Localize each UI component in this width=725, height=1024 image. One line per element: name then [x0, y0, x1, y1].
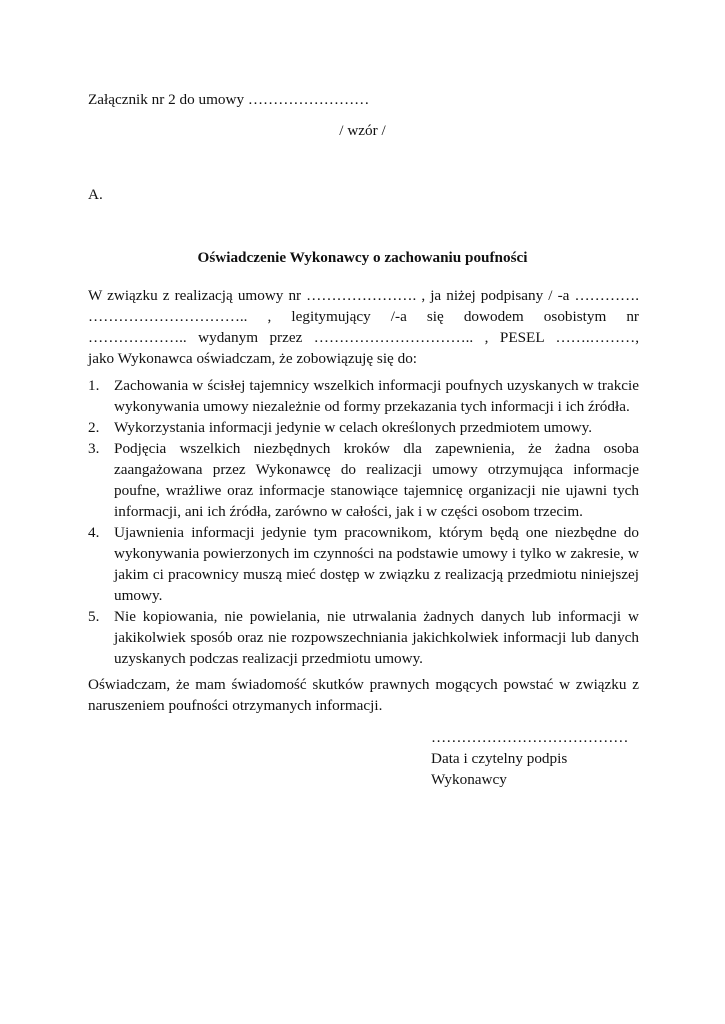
obligation-item [88, 606, 639, 669]
annex-reference: Załącznik nr 2 do umowy …………………… [88, 91, 370, 108]
signature-block [431, 727, 628, 790]
obligation-number: 5. [88, 608, 100, 625]
obligation-item [88, 438, 639, 522]
intro-paragraph [88, 285, 639, 369]
obligation-item [88, 522, 639, 606]
obligation-number: 1. [88, 377, 100, 394]
template-label-text: / wzór / [339, 122, 386, 139]
signature-role: Wykonawcy [431, 771, 507, 788]
intro-line-3: ……………….. wydanym przez ………………………….. , PESEL …….………, [88, 329, 639, 346]
template-label [0, 120, 725, 141]
signature-label: Data i czytelny podpis [431, 750, 568, 767]
obligation-item [88, 417, 639, 438]
signature-line: ………………………………… [431, 729, 629, 746]
obligations-list [88, 375, 639, 669]
obligation-item [88, 375, 639, 417]
obligation-text: Nie kopiowania, nie powielania, nie utrwalania żadnych danych lub informacji w jakikolwiek sposób oraz nie rozpowszechniania jakichkolwiek informacji lub danych uzyskanych podczas realizacji przedmiotu umowy. [114, 608, 639, 667]
intro-line-1: W związku z realizacją umowy nr …………………. , ja niżej podpisany / -a …………. [88, 287, 639, 304]
obligation-text: Ujawnienia informacji jedynie tym pracownikom, którym będą one niezbędne do wykonywania powierzonych im czynności na podstawie umowy i tylko w zakresie, w jakim ci pracownicy muszą mieć dostęp w związku z realizacją przedmiotu niniejszej umowy. [114, 524, 639, 604]
intro-line-4: jako Wykonawca oświadczam, że zobowiązuję się do: [88, 350, 418, 367]
obligation-text: Wykorzystania informacji jedynie w celach określonych przedmiotem umowy. [114, 419, 593, 436]
intro-line-2: ………………………….. , legitymujący /-a się dowodem osobistym nr [88, 308, 639, 325]
closing-statement: Oświadczam, że mam świadomość skutków prawnych mogących powstać w związku z naruszeniem poufności otrzymanych informacji. [88, 676, 639, 714]
section-letter: A. [88, 186, 103, 203]
obligation-text: Zachowania w ścisłej tajemnicy wszelkich informacji poufnych uzyskanych w trakcie wykonywania umowy niezależnie od formy przekazania tych informacji i ich źródła. [114, 377, 639, 415]
document-title: Oświadczenie Wykonawcy o zachowaniu poufności [197, 249, 528, 266]
obligation-number: 3. [88, 440, 100, 457]
obligation-number: 2. [88, 419, 100, 436]
obligation-text: Podjęcia wszelkich niezbędnych kroków dla zapewnienia, że żadna osoba zaangażowana przez Wykonawcę do realizacji umowy otrzymująca informacje poufne, wrażliwe oraz informacje stanowiące tajemnicę organizacji nie ujawni tych informacji, ani ich źródła, zarówno w całości, jak i w części osobom trzecim. [114, 440, 639, 520]
obligation-number: 4. [88, 524, 100, 541]
